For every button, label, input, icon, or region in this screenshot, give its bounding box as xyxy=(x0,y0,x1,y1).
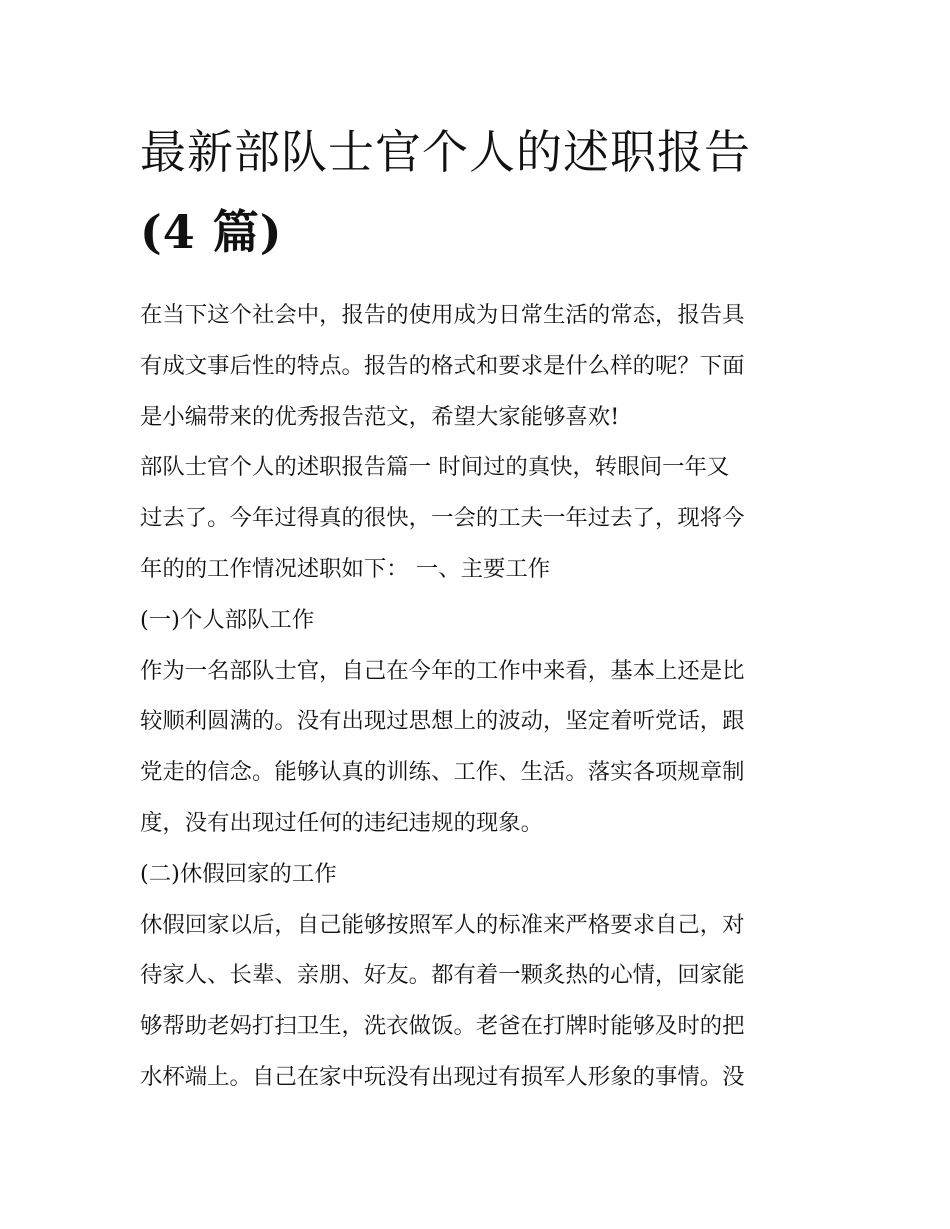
body-line: 是小编带来的优秀报告范文，希望大家能够喜欢! xyxy=(140,403,620,430)
document-body xyxy=(140,290,812,1103)
document-title xyxy=(140,112,812,272)
title-line-2: (4 篇) xyxy=(140,205,283,259)
body-line: 有成文事后性的特点。报告的格式和要求是什么样的呢？下面 xyxy=(140,352,745,379)
body-line: 在当下这个社会中，报告的使用成为日常生活的常态，报告具 xyxy=(140,302,745,328)
section-heading: (一)个人部队工作 xyxy=(140,606,315,633)
body-line: 党走的信念。能够认真的训练、工作、生活。落实各项规章制 xyxy=(140,759,745,786)
body-line: 较顺利圆满的。没有出现过思想上的波动，坚定着听党话，跟 xyxy=(140,708,745,735)
body-line: 度，没有出现过任何的违纪违规的现象。 xyxy=(140,809,544,836)
body-line: 部队士官个人的述职报告篇一 时间过的真快，转眼间一年又 xyxy=(140,454,730,481)
body-line: 够帮助老妈打扫卫生，洗衣做饭。老爸在打牌时能够及时的把 xyxy=(140,1013,745,1040)
section-heading: (二)休假回家的工作 xyxy=(140,860,337,887)
body-line: 水杯端上。自己在家中玩没有出现过有损军人形象的事情。没 xyxy=(140,1063,745,1090)
body-line: 休假回家以后，自己能够按照军人的标准来严格要求自己，对 xyxy=(140,911,745,938)
body-line: 年的的工作情况述职如下： 一、主要工作 xyxy=(140,555,551,582)
body-line: 作为一名部队士官，自己在今年的工作中来看，基本上还是比 xyxy=(140,657,745,684)
body-line: 待家人、长辈、亲朋、好友。都有着一颗炙热的心情，回家能 xyxy=(140,962,745,989)
title-line-1: 最新部队士官个人的述职报告 xyxy=(140,125,751,179)
body-line: 过去了。今年过得真的很快，一会的工夫一年过去了，现将今 xyxy=(140,505,745,532)
document-page xyxy=(140,112,812,1103)
